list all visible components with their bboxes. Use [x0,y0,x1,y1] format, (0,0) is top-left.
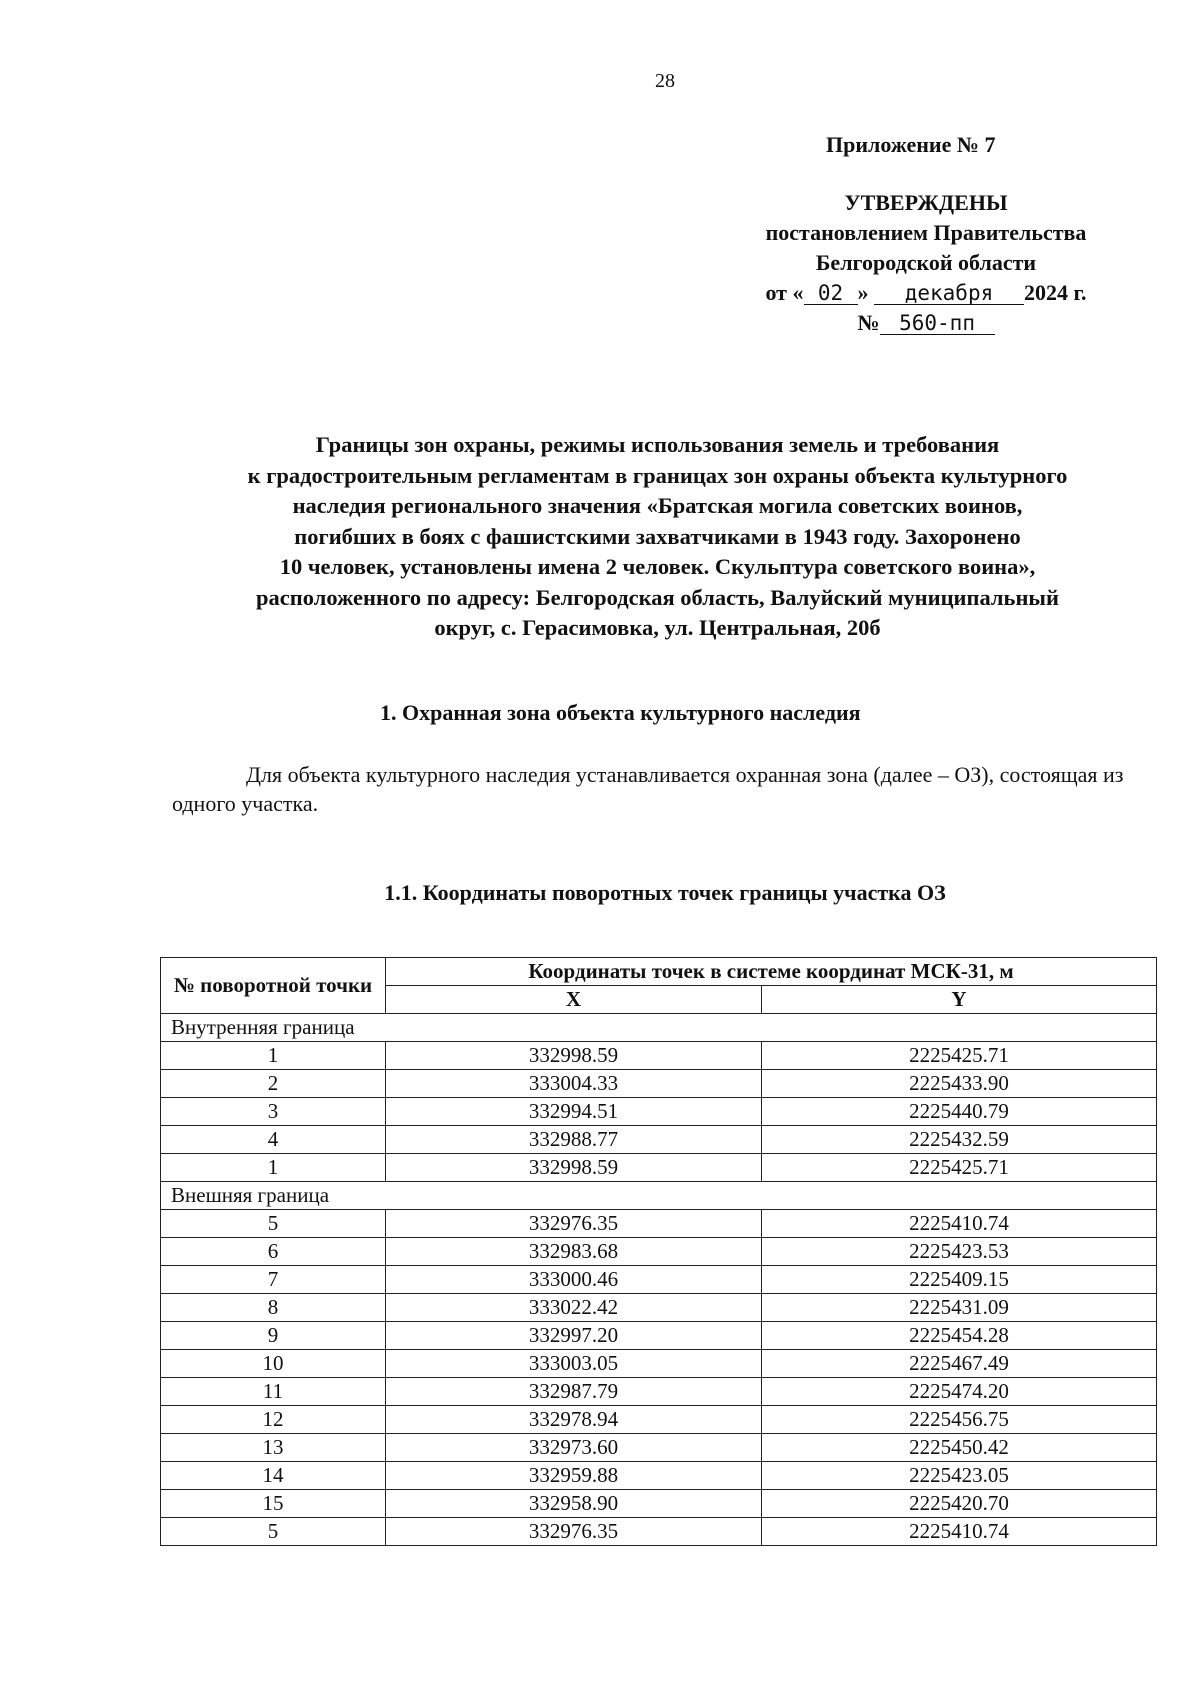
point-number-cell: 5 [161,1210,386,1238]
appendix-label: Приложение № 7 [826,132,996,157]
point-number-cell: 15 [161,1490,386,1518]
y-coordinate-cell: 2225410.74 [762,1518,1157,1546]
point-number-cell: 4 [161,1126,386,1154]
x-coordinate-cell: 332976.35 [386,1210,762,1238]
x-coordinate-cell: 332987.79 [386,1378,762,1406]
y-coordinate-cell: 2225409.15 [762,1266,1157,1294]
y-coordinate-cell: 2225423.05 [762,1462,1157,1490]
x-coordinate-cell: 332976.35 [386,1518,762,1546]
approval-line-2: Белгородской области [815,250,1037,275]
table-heading: 1.1. Координаты поворотных точек границы участка ОЗ [384,880,946,905]
y-coordinate-cell: 2225474.20 [762,1378,1157,1406]
table-row [161,1042,1157,1070]
date-mid: » [857,280,869,305]
header-point-number: № поворотной точки [161,958,386,1014]
table-row [161,1462,1157,1490]
x-coordinate-cell: 332959.88 [386,1462,762,1490]
x-coordinate-cell: 333022.42 [386,1294,762,1322]
x-coordinate-cell: 332983.68 [386,1238,762,1266]
table-row [161,1210,1157,1238]
y-coordinate-cell: 2225450.42 [762,1434,1157,1462]
approval-line-1: постановлением Правительства [765,220,1087,245]
x-coordinate-cell: 332998.59 [386,1154,762,1182]
intro-paragraph [172,760,1152,818]
title-line: расположенного по адресу: Белгородская область, Валуйский муниципальный [256,584,1059,610]
y-coordinate-cell: 2225432.59 [762,1126,1157,1154]
date-month: декабря [874,282,1024,305]
table-row [161,1238,1157,1266]
approval-date [700,278,1152,308]
page-number: 28 [655,70,675,92]
table-row [161,1378,1157,1406]
title-line: округ, с. Герасимовка, ул. Центральная, 20б [434,615,881,640]
document-title [170,430,1145,644]
point-number-cell: 1 [161,1154,386,1182]
table-row [161,1406,1157,1434]
point-number-cell: 12 [161,1406,386,1434]
header-x: X [386,986,762,1014]
y-coordinate-cell: 2225431.09 [762,1294,1157,1322]
y-coordinate-cell: 2225433.90 [762,1070,1157,1098]
point-number-cell: 1 [161,1042,386,1070]
table-row [161,1126,1157,1154]
approval-heading: УТВЕРЖДЕНЫ [844,190,1008,215]
coordinates-table [160,957,1157,1546]
point-number-cell: 2 [161,1070,386,1098]
y-coordinate-cell: 2225410.74 [762,1210,1157,1238]
date-prefix: от « [765,280,804,305]
header-y: Y [762,986,1157,1014]
approval-number [700,308,1152,338]
table-body [161,1014,1157,1546]
point-number-cell: 7 [161,1266,386,1294]
point-number-cell: 5 [161,1518,386,1546]
y-coordinate-cell: 2225423.53 [762,1238,1157,1266]
number-prefix: № [857,310,880,335]
point-number-cell: 6 [161,1238,386,1266]
x-coordinate-cell: 332997.20 [386,1322,762,1350]
y-coordinate-cell: 2225467.49 [762,1350,1157,1378]
date-day: 02 [804,282,858,305]
group-label: Внешняя граница [161,1182,1157,1210]
point-number-cell: 11 [161,1378,386,1406]
table-row [161,1266,1157,1294]
x-coordinate-cell: 332998.59 [386,1042,762,1070]
x-coordinate-cell: 333000.46 [386,1266,762,1294]
title-line: погибших в боях с фашистскими захватчиками в 1943 году. Захоронено [294,523,1021,549]
x-coordinate-cell: 332988.77 [386,1126,762,1154]
y-coordinate-cell: 2225440.79 [762,1098,1157,1126]
table-row [161,1434,1157,1462]
y-coordinate-cell: 2225425.71 [762,1042,1157,1070]
x-coordinate-cell: 332958.90 [386,1490,762,1518]
date-year: 2024 г. [1024,280,1087,305]
point-number-cell: 9 [161,1322,386,1350]
title-line: 10 человек, установлены имена 2 человек. Скульптура советского воина», [279,554,1036,579]
table-row [161,1322,1157,1350]
point-number-cell: 10 [161,1350,386,1378]
decree-number: 560-пп [880,312,995,335]
header-coordinates: Координаты точек в системе координат МСК-31, м [386,958,1157,986]
table-group-row [161,1014,1157,1042]
y-coordinate-cell: 2225420.70 [762,1490,1157,1518]
point-number-cell: 14 [161,1462,386,1490]
table-row [161,1490,1157,1518]
x-coordinate-cell: 333003.05 [386,1350,762,1378]
table-row [161,1098,1157,1126]
table-row [161,1350,1157,1378]
point-number-cell: 8 [161,1294,386,1322]
table-row [161,1154,1157,1182]
title-line: Границы зон охраны, режимы использования земель и требования [315,432,1000,457]
x-coordinate-cell: 333004.33 [386,1070,762,1098]
intro-text: Для объекта культурного наследия устанавливается охранная зона (далее – ОЗ), состоящая из одного участка. [172,762,1124,816]
x-coordinate-cell: 332994.51 [386,1098,762,1126]
table-group-row [161,1182,1157,1210]
section-heading: 1. Охранная зона объекта культурного наследия [380,700,861,725]
x-coordinate-cell: 332973.60 [386,1434,762,1462]
table-row [161,1518,1157,1546]
point-number-cell: 13 [161,1434,386,1462]
title-line: к градостроительным регламентам в границах зон охраны объекта культурного [247,462,1068,488]
table-row [161,1294,1157,1322]
title-line: наследия регионального значения «Братская могила советских воинов, [292,493,1023,518]
x-coordinate-cell: 332978.94 [386,1406,762,1434]
group-label: Внутренняя граница [161,1014,1157,1042]
approval-block [700,188,1152,338]
y-coordinate-cell: 2225454.28 [762,1322,1157,1350]
y-coordinate-cell: 2225425.71 [762,1154,1157,1182]
point-number-cell: 3 [161,1098,386,1126]
y-coordinate-cell: 2225456.75 [762,1406,1157,1434]
table-row [161,1070,1157,1098]
